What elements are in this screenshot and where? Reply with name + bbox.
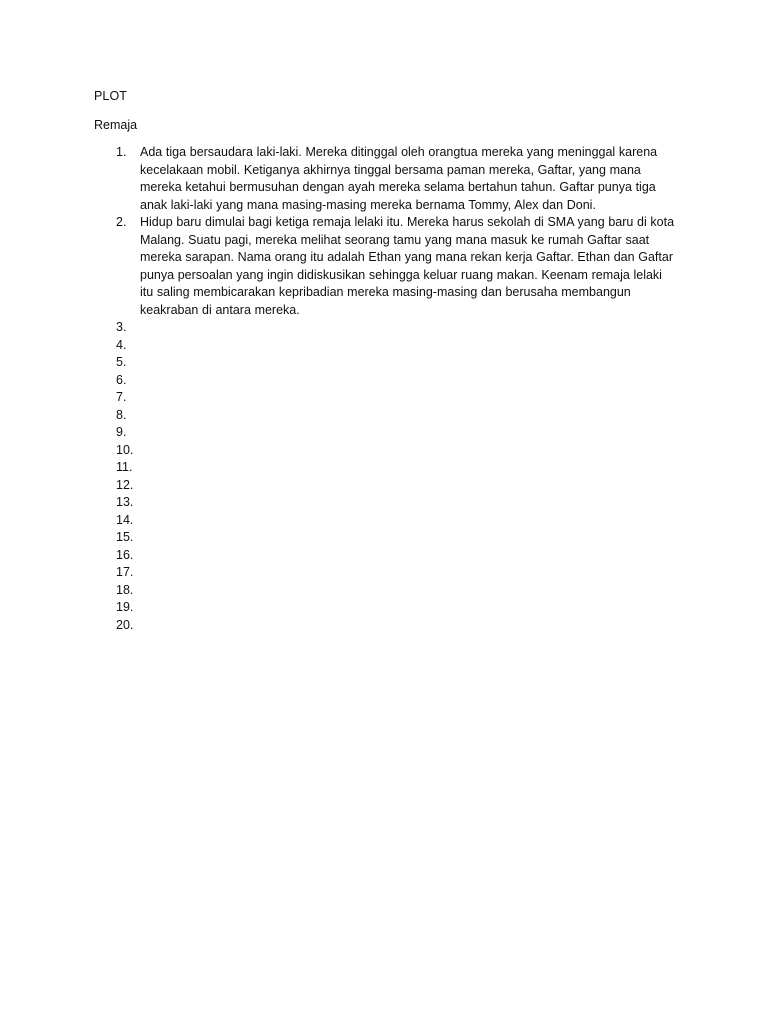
plot-item-4	[0, 337, 768, 355]
plot-item-text	[140, 389, 675, 407]
plot-item-9	[0, 424, 768, 442]
plot-item-text	[140, 582, 675, 600]
plot-item-7	[0, 389, 768, 407]
plot-item-text	[140, 442, 675, 460]
plot-item-number: 3.	[116, 320, 127, 334]
plot-item-number: 17.	[116, 565, 134, 579]
plot-item-text: Hidup baru dimulai bagi ketiga remaja lelaki itu. Mereka harus sekolah di SMA yang baru di kota Malang. Suatu pagi, mereka melihat seorang tamu yang mana masuk ke rumah Gaftar saat mereka sarapan. Nama orang itu adalah Ethan yang mana rekan kerja Gaftar. Ethan dan Gaftar punya persoalan yang ingin didiskusikan sehingga keluar ruang makan. Keenam remaja lelaki itu saling membicarakan kepribadian mereka masing-masing dan berusaha membangun keakraban di antara mereka.	[140, 215, 675, 317]
plot-item-5	[0, 354, 768, 372]
plot-list	[0, 144, 768, 634]
plot-item-text	[140, 512, 675, 530]
plot-item-13	[0, 494, 768, 512]
plot-item-17	[0, 564, 768, 582]
plot-item-text	[140, 564, 675, 582]
plot-item-number: 10.	[116, 442, 134, 457]
plot-item-15	[0, 529, 768, 547]
plot-item-number: 11.	[116, 460, 133, 474]
plot-item-11	[0, 459, 768, 477]
plot-item-text	[140, 337, 675, 355]
plot-item-number: 2.	[116, 215, 127, 229]
plot-item-number: 18.	[116, 582, 134, 597]
section-heading: Remaja	[94, 118, 138, 132]
plot-item-20	[0, 617, 768, 635]
plot-item-10	[0, 442, 768, 460]
plot-item-number: 9.	[116, 425, 127, 439]
plot-item-3	[0, 319, 768, 337]
plot-item-text	[140, 529, 675, 547]
plot-item-text	[140, 319, 675, 337]
plot-item-number: 6.	[116, 372, 127, 387]
plot-item-text	[140, 599, 675, 617]
plot-item-8	[0, 407, 768, 425]
document-title: PLOT	[94, 89, 128, 103]
plot-item-text	[140, 477, 675, 495]
plot-item-text	[140, 372, 675, 390]
plot-item-number: 20.	[116, 617, 134, 632]
plot-item-16	[0, 547, 768, 565]
plot-item-number: 14.	[116, 512, 134, 527]
plot-item-text	[140, 354, 675, 372]
plot-item-text	[140, 494, 675, 512]
plot-item-number: 7.	[116, 390, 127, 404]
plot-item-number: 15.	[116, 530, 134, 544]
plot-item-number: 19.	[116, 600, 134, 614]
plot-item-text: Ada tiga bersaudara laki-laki. Mereka ditinggal oleh orangtua mereka yang meninggal karena kecelakaan mobil. Ketiganya akhirnya tinggal bersama paman mereka, Gaftar, yang mana mereka ketahui bermusuhan dengan ayah mereka selama bertahun tahun. Gaftar punya tiga anak laki-laki yang mana masing-masing mereka bernama Tommy, Alex dan Doni.	[140, 145, 658, 212]
plot-item-12	[0, 477, 768, 495]
plot-item-text	[140, 547, 675, 565]
plot-item-number: 8.	[116, 407, 127, 422]
plot-item-2	[0, 214, 768, 319]
plot-item-18	[0, 582, 768, 600]
plot-item-text	[140, 459, 675, 477]
plot-item-number: 12.	[116, 477, 134, 492]
plot-item-text	[140, 407, 675, 425]
plot-item-text	[140, 617, 675, 635]
plot-item-number: 13.	[116, 495, 134, 509]
plot-item-6	[0, 372, 768, 390]
plot-item-number: 1.	[116, 145, 127, 159]
plot-item-number: 16.	[116, 547, 134, 562]
plot-item-1	[0, 144, 768, 214]
plot-item-14	[0, 512, 768, 530]
plot-item-text	[140, 424, 675, 442]
plot-item-number: 5.	[116, 355, 127, 369]
plot-item-number: 4.	[116, 337, 127, 352]
plot-item-19	[0, 599, 768, 617]
